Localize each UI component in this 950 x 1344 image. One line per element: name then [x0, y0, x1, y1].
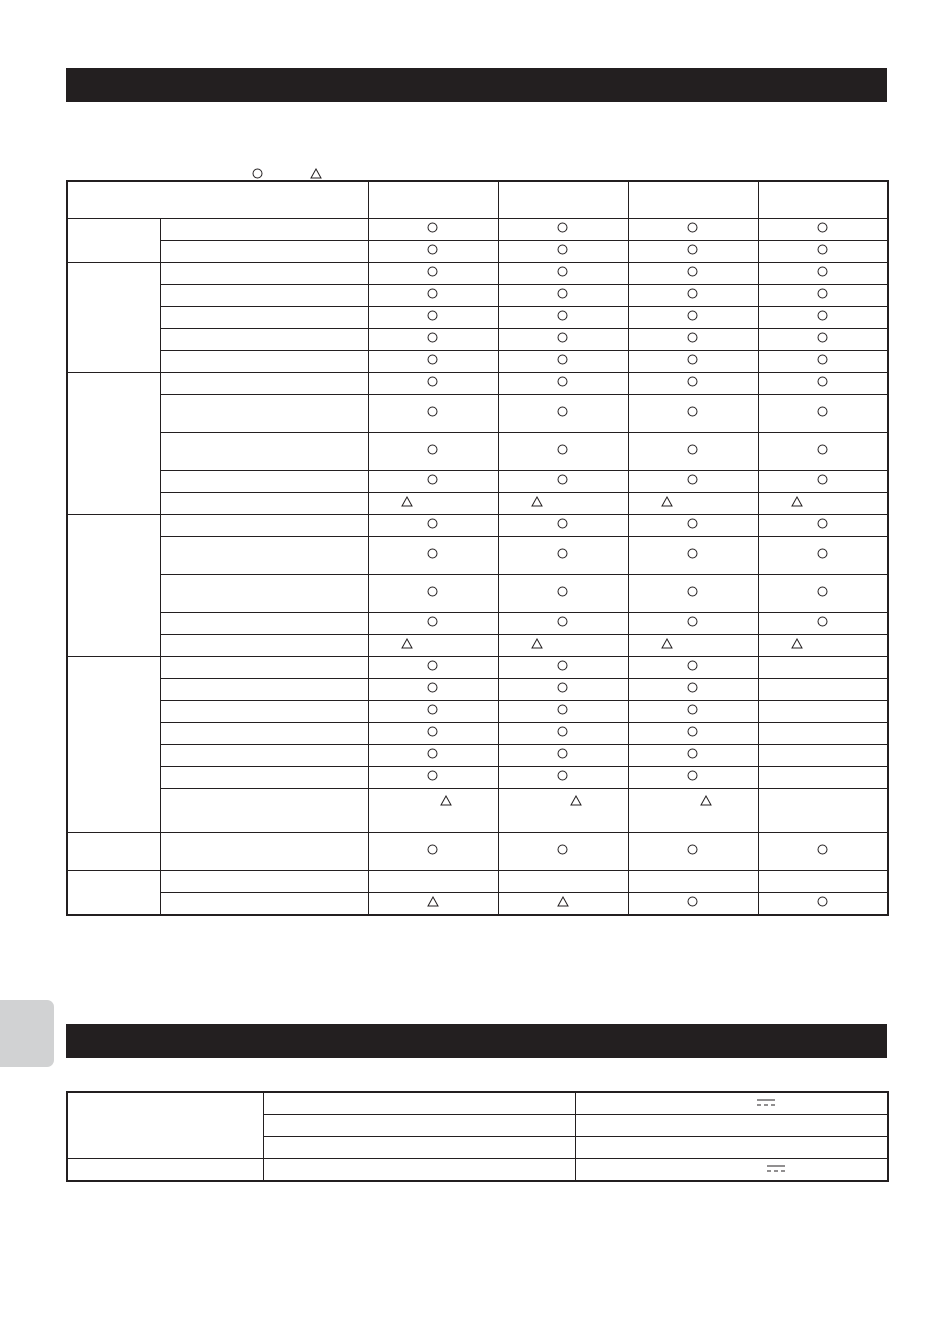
row-label-cell: [160, 395, 368, 433]
group-label-cell: [67, 219, 160, 263]
mark-cell: [758, 263, 888, 285]
group-label-cell: [67, 515, 160, 657]
circle-mark-icon: [557, 444, 569, 456]
row-label-cell: [160, 893, 368, 916]
circle-mark-icon: [427, 748, 439, 760]
circle-mark-icon: [427, 704, 439, 716]
circle-mark-icon: [687, 844, 699, 856]
table-row: [67, 575, 888, 613]
circle-mark-icon: [687, 616, 699, 628]
circle-mark-icon: [687, 726, 699, 738]
row-label-cell: [160, 285, 368, 307]
mark-cell: [498, 745, 628, 767]
mark-cell: [498, 433, 628, 471]
mark-cell: [368, 723, 498, 745]
circle-mark-icon: [817, 406, 829, 418]
table-row: [67, 515, 888, 537]
mark-cell: [498, 789, 628, 833]
mark-cell: [368, 285, 498, 307]
group-label-cell: [67, 871, 160, 916]
row-label-cell: [160, 219, 368, 241]
spec-table: [66, 1091, 889, 1182]
circle-mark-icon: [687, 548, 699, 560]
circle-mark-icon: [687, 770, 699, 782]
row-label-cell: [160, 635, 368, 657]
mark-cell: [628, 395, 758, 433]
mark-cell: [368, 241, 498, 263]
mark-cell: [498, 285, 628, 307]
spec-group-cell: [67, 1092, 263, 1159]
mark-cell: [498, 351, 628, 373]
circle-mark-icon: [557, 660, 569, 672]
mark-cell: [628, 679, 758, 701]
circle-mark-icon: [427, 310, 439, 322]
mark-cell: [758, 679, 888, 701]
circle-mark-icon: [687, 406, 699, 418]
circle-mark-icon: [557, 354, 569, 366]
mark-cell: [368, 307, 498, 329]
row-label-cell: [160, 307, 368, 329]
mark-cell: [758, 833, 888, 871]
row-label-cell: [160, 515, 368, 537]
circle-mark-icon: [687, 354, 699, 366]
table-row: [67, 613, 888, 635]
column-header: [368, 181, 498, 219]
mark-cell: [628, 373, 758, 395]
spec-value-cell: [575, 1137, 888, 1159]
circle-mark-icon: [817, 354, 829, 366]
circle-mark-icon: [817, 616, 829, 628]
circle-mark-icon: [687, 518, 699, 530]
mark-cell: [368, 493, 498, 515]
circle-mark-icon: [427, 660, 439, 672]
mark-cell: [368, 515, 498, 537]
table-row: [67, 219, 888, 241]
mark-cell: [498, 575, 628, 613]
circle-mark-icon: [687, 748, 699, 760]
triangle-mark-icon: [791, 638, 803, 650]
column-header: [498, 181, 628, 219]
circle-mark-icon: [817, 518, 829, 530]
mark-cell: [368, 745, 498, 767]
table-row: [67, 789, 888, 833]
circle-mark-icon: [557, 770, 569, 782]
mark-cell: [368, 679, 498, 701]
mark-cell: [628, 701, 758, 723]
row-label-cell: [160, 767, 368, 789]
mark-cell: [758, 515, 888, 537]
mark-cell: [628, 767, 758, 789]
mark-cell: [758, 241, 888, 263]
circle-mark-icon: [427, 586, 439, 598]
circle-mark-icon: [817, 376, 829, 388]
row-label-cell: [160, 241, 368, 263]
circle-mark-icon: [817, 310, 829, 322]
mark-cell: [758, 701, 888, 723]
circle-mark-icon: [687, 244, 699, 256]
triangle-mark-icon: [661, 638, 673, 650]
table-row: [67, 307, 888, 329]
table-row: [67, 395, 888, 433]
mark-cell: [758, 871, 888, 893]
mark-cell: [498, 723, 628, 745]
group-label-cell: [67, 373, 160, 515]
circle-mark-icon: [817, 844, 829, 856]
mark-cell: [498, 263, 628, 285]
table-row: [67, 657, 888, 679]
circle-mark-icon: [817, 548, 829, 560]
circle-mark-icon: [817, 586, 829, 598]
table-row: [67, 745, 888, 767]
mark-cell: [758, 219, 888, 241]
mark-cell: [368, 613, 498, 635]
triangle-mark-icon: [791, 496, 803, 508]
table-row: [67, 701, 888, 723]
circle-mark-icon: [557, 332, 569, 344]
circle-mark-icon: [557, 616, 569, 628]
circle-mark-icon: [427, 844, 439, 856]
mark-cell: [758, 723, 888, 745]
mark-cell: [368, 871, 498, 893]
circle-mark-icon: [557, 288, 569, 300]
circle-mark-icon: [817, 444, 829, 456]
dc-symbol-icon: [756, 1097, 776, 1109]
mark-cell: [758, 893, 888, 916]
circle-mark-icon: [687, 444, 699, 456]
circle-mark-icon: [427, 406, 439, 418]
mark-cell: [368, 219, 498, 241]
spec-cell: [263, 1159, 575, 1182]
table-row: [67, 537, 888, 575]
mark-cell: [498, 657, 628, 679]
row-label-cell: [160, 745, 368, 767]
circle-mark-icon: [427, 376, 439, 388]
circle-mark-icon: [687, 288, 699, 300]
circle-mark-icon: [687, 586, 699, 598]
mark-cell: [368, 893, 498, 916]
circle-mark-icon: [557, 222, 569, 234]
circle-mark-icon: [427, 548, 439, 560]
mark-cell: [628, 893, 758, 916]
mark-cell: [498, 395, 628, 433]
mark-cell: [628, 723, 758, 745]
triangle-mark-icon: [700, 795, 712, 807]
legend: [66, 166, 366, 178]
circle-mark-icon: [817, 244, 829, 256]
spec-cell: [263, 1092, 575, 1115]
row-label-cell: [160, 679, 368, 701]
circle-mark-icon: [427, 770, 439, 782]
mark-cell: [498, 893, 628, 916]
mark-cell: [498, 537, 628, 575]
mark-cell: [368, 789, 498, 833]
mark-cell: [628, 351, 758, 373]
mark-cell: [368, 575, 498, 613]
mark-cell: [628, 789, 758, 833]
mark-cell: [498, 493, 628, 515]
table-row: [67, 285, 888, 307]
triangle-mark-icon: [401, 496, 413, 508]
mark-cell: [628, 219, 758, 241]
table-row: [67, 493, 888, 515]
mark-cell: [628, 657, 758, 679]
compatibility-table: [66, 180, 889, 916]
table-row: [67, 723, 888, 745]
mark-cell: [628, 433, 758, 471]
mark-cell: [758, 471, 888, 493]
mark-cell: [628, 515, 758, 537]
row-label-cell: [160, 789, 368, 833]
circle-mark-icon: [817, 266, 829, 278]
spec-value-cell: [575, 1115, 888, 1137]
circle-mark-icon: [427, 354, 439, 366]
row-label-cell: [160, 723, 368, 745]
mark-cell: [368, 471, 498, 493]
mark-cell: [498, 613, 628, 635]
mark-cell: [368, 635, 498, 657]
mark-cell: [368, 373, 498, 395]
triangle-mark-icon: [661, 496, 673, 508]
mark-cell: [368, 351, 498, 373]
mark-cell: [498, 767, 628, 789]
mark-cell: [628, 613, 758, 635]
circle-mark-icon: [817, 332, 829, 344]
circle-mark-icon: [687, 310, 699, 322]
row-label-cell: [160, 373, 368, 395]
circle-mark-icon: [687, 682, 699, 694]
mark-cell: [628, 575, 758, 613]
mark-cell: [758, 285, 888, 307]
table-row: [67, 373, 888, 395]
circle-mark-icon: [817, 896, 829, 908]
table-row: [67, 871, 888, 893]
mark-cell: [628, 307, 758, 329]
spec-cell: [263, 1137, 575, 1159]
spec-cell: [263, 1115, 575, 1137]
circle-mark-icon: [427, 288, 439, 300]
section-header-bar: [66, 1024, 887, 1058]
circle-mark-icon: [557, 406, 569, 418]
mark-cell: [498, 833, 628, 871]
circle-mark-icon: [427, 222, 439, 234]
circle-mark-icon: [557, 704, 569, 716]
circle-mark-icon: [687, 222, 699, 234]
mark-cell: [758, 537, 888, 575]
circle-mark-icon: [687, 332, 699, 344]
mark-cell: [758, 329, 888, 351]
mark-cell: [628, 833, 758, 871]
mark-cell: [758, 767, 888, 789]
table-row: [67, 767, 888, 789]
mark-cell: [368, 537, 498, 575]
mark-cell: [498, 679, 628, 701]
mark-cell: [758, 635, 888, 657]
mark-cell: [368, 395, 498, 433]
column-header: [628, 181, 758, 219]
triangle-mark-icon: [401, 638, 413, 650]
side-tab: [0, 1000, 54, 1067]
table-row: [67, 471, 888, 493]
circle-mark-icon: [817, 222, 829, 234]
row-label-cell: [160, 613, 368, 635]
row-label-cell: [160, 701, 368, 723]
mark-cell: [368, 433, 498, 471]
table-row: [67, 263, 888, 285]
mark-cell: [758, 395, 888, 433]
circle-mark-icon: [557, 376, 569, 388]
table-row: [67, 833, 888, 871]
mark-cell: [628, 285, 758, 307]
row-label-cell: [160, 537, 368, 575]
row-label-cell: [160, 871, 368, 893]
circle-mark-icon: [557, 474, 569, 486]
mark-cell: [628, 635, 758, 657]
circle-mark-icon: [557, 266, 569, 278]
mark-cell: [368, 701, 498, 723]
group-label-cell: [67, 833, 160, 871]
mark-cell: [758, 433, 888, 471]
spec-value-cell: [575, 1092, 888, 1115]
mark-cell: [628, 263, 758, 285]
row-label-cell: [160, 833, 368, 871]
row-label-cell: [160, 657, 368, 679]
row-label-cell: [160, 433, 368, 471]
mark-cell: [758, 745, 888, 767]
table-row: [67, 635, 888, 657]
table-row: [67, 433, 888, 471]
circle-mark-icon: [427, 244, 439, 256]
mark-cell: [498, 329, 628, 351]
triangle-mark-icon: [531, 638, 543, 650]
row-label-cell: [160, 329, 368, 351]
mark-cell: [498, 471, 628, 493]
circle-mark-icon: [557, 518, 569, 530]
group-label-cell: [67, 263, 160, 373]
table-row: [67, 241, 888, 263]
mark-cell: [758, 575, 888, 613]
table-row: [67, 893, 888, 916]
circle-mark-icon: [427, 518, 439, 530]
table-row: [67, 351, 888, 373]
mark-cell: [758, 613, 888, 635]
mark-cell: [628, 871, 758, 893]
circle-mark-icon: [687, 474, 699, 486]
section-header-bar: [66, 68, 887, 102]
circle-mark-icon: [557, 310, 569, 322]
mark-cell: [628, 329, 758, 351]
circle-mark-icon: [427, 266, 439, 278]
mark-cell: [498, 515, 628, 537]
circle-mark-icon: [687, 266, 699, 278]
circle-mark-icon: [427, 474, 439, 486]
triangle-mark-icon: [557, 896, 569, 908]
row-label-cell: [160, 263, 368, 285]
mark-cell: [498, 373, 628, 395]
header-cell: [67, 181, 368, 219]
mark-cell: [368, 329, 498, 351]
mark-cell: [628, 241, 758, 263]
mark-cell: [498, 219, 628, 241]
mark-cell: [498, 635, 628, 657]
circle-mark-icon: [557, 726, 569, 738]
circle-mark-icon: [427, 726, 439, 738]
mark-cell: [758, 351, 888, 373]
mark-cell: [368, 657, 498, 679]
mark-cell: [368, 767, 498, 789]
mark-cell: [628, 471, 758, 493]
circle-mark-icon: [557, 244, 569, 256]
table-row: [67, 329, 888, 351]
mark-cell: [498, 871, 628, 893]
triangle-mark-icon: [440, 795, 452, 807]
circle-mark-icon: [817, 288, 829, 300]
circle-mark-icon: [557, 748, 569, 760]
circle-mark-icon: [687, 704, 699, 716]
row-label-cell: [160, 471, 368, 493]
circle-mark-icon: [687, 896, 699, 908]
mark-cell: [758, 493, 888, 515]
circle-mark-icon: [557, 586, 569, 598]
mark-cell: [628, 493, 758, 515]
mark-cell: [758, 657, 888, 679]
mark-cell: [368, 833, 498, 871]
mark-cell: [758, 789, 888, 833]
circle-mark-icon: [557, 682, 569, 694]
circle-mark-icon: [557, 548, 569, 560]
row-label-cell: [160, 493, 368, 515]
table-row: [67, 679, 888, 701]
circle-mark-icon: [557, 844, 569, 856]
row-label-cell: [160, 575, 368, 613]
circle-mark-icon: [427, 332, 439, 344]
triangle-mark-icon: [427, 896, 439, 908]
circle-mark-icon: [427, 616, 439, 628]
circle-mark-icon: [427, 444, 439, 456]
group-label-cell: [67, 657, 160, 833]
mark-cell: [758, 307, 888, 329]
spec-group-cell: [67, 1159, 263, 1182]
circle-mark-icon: [687, 376, 699, 388]
mark-cell: [628, 537, 758, 575]
column-header: [758, 181, 888, 219]
mark-cell: [628, 745, 758, 767]
circle-mark-icon: [817, 474, 829, 486]
circle-mark-icon: [687, 660, 699, 672]
circle-mark-icon: [427, 682, 439, 694]
triangle-mark-icon: [531, 496, 543, 508]
row-label-cell: [160, 351, 368, 373]
mark-cell: [758, 373, 888, 395]
triangle-mark-icon: [570, 795, 582, 807]
mark-cell: [498, 241, 628, 263]
spec-value-cell: [575, 1159, 888, 1182]
dc-symbol-icon: [766, 1163, 786, 1175]
mark-cell: [368, 263, 498, 285]
mark-cell: [498, 307, 628, 329]
mark-cell: [498, 701, 628, 723]
